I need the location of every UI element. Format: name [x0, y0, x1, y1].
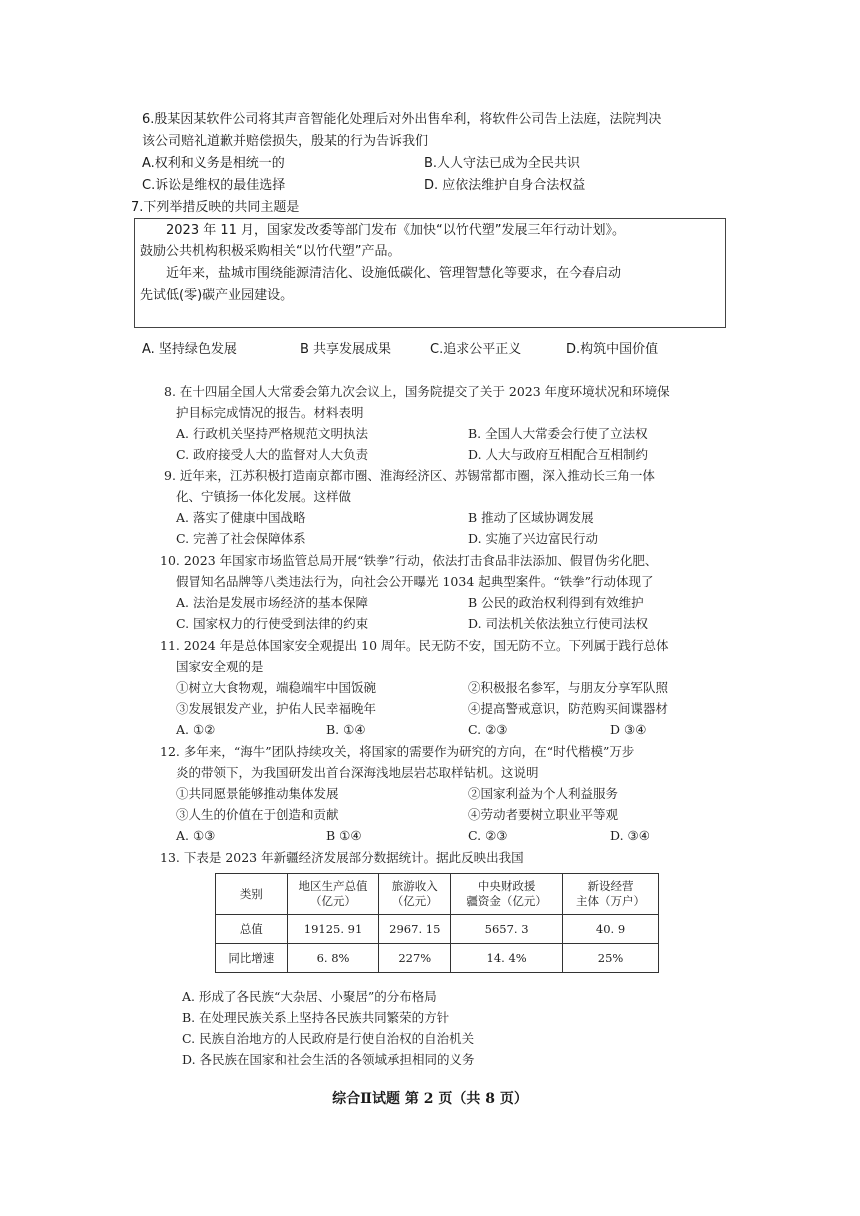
q11-item-1: ①树立大食物观，端稳端牢中国饭碗	[176, 680, 377, 695]
q7-material-line2: 鼓励公共机构积极采购相关“以竹代塑”产品。	[140, 244, 401, 259]
q6-option-a: A.权利和义务是相统一的	[142, 156, 285, 171]
q8-option-c: C. 政府接受人大的监督对人大负责	[176, 447, 369, 462]
table-cell: 14. 4%	[451, 944, 563, 973]
q11-item-2: ②积极报名参军，与朋友分享军队照	[468, 680, 669, 695]
q10-option-a: A. 法治是发展市场经济的基本保障	[176, 595, 368, 610]
table-cell: 同比增速	[216, 944, 288, 973]
q8-stem-line2: 护目标完成情况的报告。材料表明	[176, 405, 364, 420]
table-cell: 总值	[216, 915, 288, 944]
table-row	[216, 944, 659, 973]
q11-option-d: D ③④	[610, 722, 647, 737]
q7-material-line1: 2023 年 11 月，国家发改委等部门发布《加快“以竹代塑”发展三年行动计划》。	[166, 223, 625, 238]
q11-option-b: B. ①④	[326, 722, 366, 737]
q11-option-a: A. ①②	[176, 722, 216, 737]
table-cell: 5657. 3	[451, 915, 563, 944]
table-header-central-aid: 中央财政援 疆资金（亿元）	[451, 874, 563, 915]
q8-stem-line1: 8. 在十四届全国人大常委会第九次会议上，国务院提交了关于 2023 年度环境状况和环境保	[164, 384, 670, 399]
q12-option-b: B ①④	[326, 828, 362, 843]
q7-option-a: A. 坚持绿色发展	[142, 342, 237, 357]
q6-stem-line1: 6.殷某因某软件公司将其声音智能化处理后对外出售牟利，将软件公司告上法庭，法院判决	[142, 112, 662, 127]
q9-stem-line1: 9. 近年来，江苏积极打造南京都市圈、淮海经济区、苏锡常都市圈，深入推动长三角一体	[164, 468, 655, 483]
q6-option-b: B.人人守法已成为全民共识	[424, 156, 581, 171]
q13-data-table	[215, 873, 659, 973]
q9-option-b: B 推动了区域协调发展	[468, 510, 594, 525]
q7-material-line3: 近年来，盐城市围绕能源清洁化、设施低碳化、管理智慧化等要求，在今春启动	[166, 266, 622, 281]
q11-stem-line2: 国家安全观的是	[176, 659, 264, 674]
q7-option-d: D.构筑中国价值	[566, 342, 659, 357]
q12-option-d: D. ③④	[610, 828, 650, 843]
q10-option-b: B 公民的政治权利得到有效维护	[468, 595, 644, 610]
q12-item-2: ②国家利益为个人利益服务	[468, 786, 619, 801]
q7-material-line4: 先试低(零)碳产业园建设。	[140, 288, 294, 303]
q9-stem-line2: 化、宁镇扬一体化发展。这样做	[176, 489, 352, 504]
q13-option-c: C. 民族自治地方的人民政府是行使自治权的自治机关	[182, 1031, 475, 1046]
q6-stem-line2: 该公司赔礼道歉并赔偿损失，殷某的行为告诉我们	[142, 134, 429, 149]
q11-item-3: ③发展银发产业，护佑人民幸福晚年	[176, 701, 377, 716]
table-header-gdp: 地区生产总值 （亿元）	[287, 874, 379, 915]
q8-option-d: D. 人大与政府互相配合互相制约	[468, 447, 649, 462]
q10-stem-line1: 10. 2023 年国家市场监管总局开展“铁拳”行动，依法打击食品非法添加、假冒伪劣化肥、	[160, 553, 658, 568]
q12-option-a: A. ①③	[176, 828, 216, 843]
q12-stem-line2: 炎的带领下，为我国研发出首台深海浅地层岩芯取样钻机。这说明	[176, 765, 539, 780]
q11-stem-line1: 11. 2024 年是总体国家安全观提出 10 周年。民无防不安，国无防不立。下列属于践行总体	[160, 638, 669, 653]
q12-item-4: ④劳动者要树立职业平等观	[468, 807, 619, 822]
page-footer: 综合Ⅱ试题 第 2 页（共 8 页）	[332, 1091, 528, 1107]
q13-stem: 13. 下表是 2023 年新疆经济发展部分数据统计。据此反映出我国	[160, 850, 524, 865]
q11-item-4: ④提高警戒意识，防范购买间谍器材	[468, 701, 669, 716]
q6-option-c: C.诉讼是维权的最佳选择	[142, 178, 286, 193]
table-cell: 19125. 91	[287, 915, 379, 944]
table-header-new-entities: 新设经营 主体（万户）	[563, 874, 659, 915]
table-cell: 2967. 15	[379, 915, 451, 944]
q13-option-b: B. 在处理民族关系上坚持各民族共同繁荣的方针	[182, 1010, 450, 1025]
table-header-category: 类别	[216, 874, 288, 915]
q13-option-a: A. 形成了各民族“大杂居、小聚居”的分布格局	[182, 989, 437, 1004]
q12-stem-line1: 12. 多年来，“海牛”团队持续攻关，将国家的需要作为研究的方向，在“时代楷模”万步	[160, 744, 635, 759]
q9-option-d: D. 实施了兴边富民行动	[468, 531, 599, 546]
q12-item-1: ①共同愿景能够推动集体发展	[176, 786, 339, 801]
q7-option-b: B 共享发展成果	[300, 342, 392, 357]
q6-option-d: D. 应依法维护自身合法权益	[424, 178, 586, 193]
q8-option-a: A. 行政机关坚持严格规范文明执法	[176, 426, 368, 441]
q11-option-c: C. ②③	[468, 722, 508, 737]
q9-option-a: A. 落实了健康中国战略	[176, 510, 306, 525]
table-header-tourism: 旅游收入 （亿元）	[379, 874, 451, 915]
table-cell: 40. 9	[563, 915, 659, 944]
q10-option-c: C. 国家权力的行使受到法律的约束	[176, 616, 369, 631]
q13-option-d: D. 各民族在国家和社会生活的各领域承担相同的义务	[182, 1052, 475, 1067]
q12-item-3: ③人生的价值在于创造和贡献	[176, 807, 339, 822]
table-row	[216, 915, 659, 944]
table-cell: 6. 8%	[287, 944, 379, 973]
q10-option-d: D. 司法机关依法独立行使司法权	[468, 616, 649, 631]
q7-option-c: C.追求公平正义	[430, 342, 522, 357]
q7-stem: 7.下列举措反映的共同主题是	[131, 200, 300, 215]
table-cell: 25%	[563, 944, 659, 973]
q9-option-c: C. 完善了社会保障体系	[176, 531, 306, 546]
q10-stem-line2: 假冒知名品牌等八类违法行为，向社会公开曝光 1034 起典型案件。“铁拳”行动体现了	[176, 574, 654, 589]
table-cell: 227%	[379, 944, 451, 973]
q12-option-c: C. ②③	[468, 828, 508, 843]
q8-option-b: B. 全国人大常委会行使了立法权	[468, 426, 648, 441]
